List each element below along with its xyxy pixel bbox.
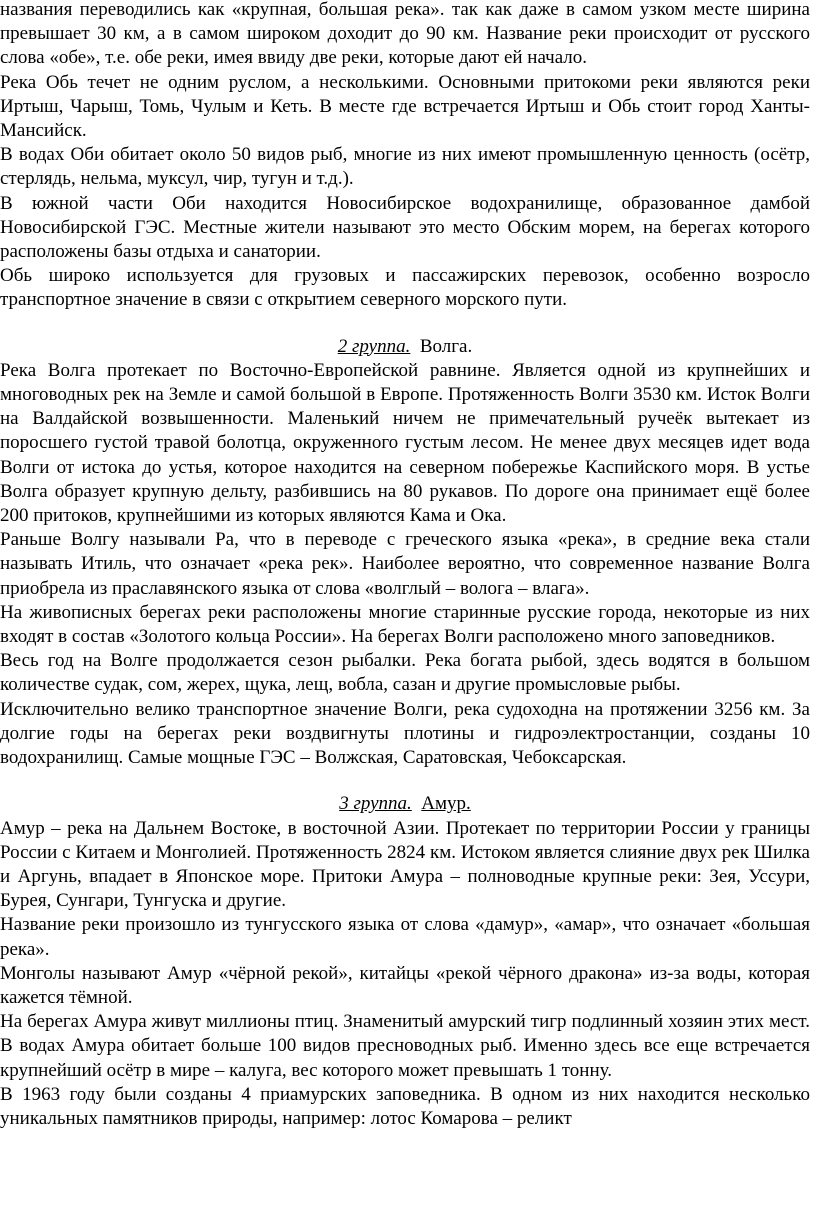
- volga-section: [0, 335, 810, 771]
- paragraph: Река Обь течет не одним руслом, а несколькими. Основными притокоми реки являются реки Иртыш, Чарыш, Томь, Чулым и Кеть. В месте где встречается Иртыш и Обь стоит город Ханты-Мансийск.: [0, 71, 810, 142]
- group-label: 3 группа.: [339, 793, 412, 815]
- paragraph: На берегах Амура живут миллионы птиц. Знаменитый амурский тигр подлинный хозяин этих мест. В водах Амура обитает больше 100 видов пресноводных рыб. Именно здесь все еще встречается крупнейший осётр в мире – калуга, вес которого может превышать 1 тонну.: [0, 1011, 810, 1081]
- paragraph: названия переводились как «крупная, большая река». так как даже в самом узком месте ширина превышает 30 км, а в самом широком доходит до 90 км. Название реки происходит от русского слова «обе», т.е. обе реки, имея ввиду две реки, которые дают ей начало.: [0, 0, 810, 69]
- group-label: 2 группа.: [337, 335, 411, 357]
- paragraph: На живописных берегах реки расположены многие старинные русские города, некоторые из них входят в состав «Золотого кольца России». На берегах Волги расположено много заповедников.: [0, 601, 810, 648]
- river-name: Амур.: [421, 793, 471, 815]
- section-heading: [0, 335, 810, 359]
- section-heading: [0, 792, 810, 816]
- paragraph: В 1963 году были созданы 4 приамурских заповедника. В одном из них находится несколько уникальных памятников природы, например: лотос Комарова – реликт: [0, 1083, 810, 1129]
- paragraph: Раньше Волгу называли Ра, что в переводе с греческого языка «река», в средние века стали называть Итиль, что означает «река рек». Наиболее вероятно, что современное название Волга приобрела из праславянского языка от слова «волглый – волога – влага».: [0, 529, 810, 599]
- paragraph: В водах Оби обитает около 50 видов рыб, многие из них имеют промышленную ценность (осётр, стерлядь, нельма, муксул, чир, тугун и т.д.).: [0, 144, 810, 190]
- paragraph: Весь год на Волге продолжается сезон рыбалки. Река богата рыбой, здесь водятся в большом количестве судак, сом, жерех, щука, лещ, вобла, сазан и другие промысловые рыбы.: [0, 650, 810, 696]
- ob-river-section: [0, 0, 810, 313]
- paragraph: Река Волга протекает по Восточно-Европейской равнине. Является одной из крупнейших и многоводных рек на Земле и самой большой в Европе. Протяженность Волги 3530 км. Исток Волги на Валдайской возвышенности. Маленький ничем не примечательный ручеёк вытекает из поросшего густой травой болотца, окруженного густым лесом. Не менее двух месяцев идет вода Волги от истока до устья, которое находится на северном побережье Каспийского моря. В устье Волга образует крупную дельту, разбившись на 80 рукавов. По дороге она принимает ещё более 200 притоков, крупнейшими из которых являются Кама и Ока.: [0, 359, 810, 527]
- paragraph: Исключительно велико транспортное значение Волги, река судоходна на протяжении 3256 км. За долгие годы на берегах реки воздвигнуты плотины и гидроэлектростанции, созданы 10 водохранилищ. Самые мощные ГЭС – Волжская, Саратовская, Чебоксарская.: [0, 698, 810, 769]
- paragraph: Амур – река на Дальнем Востоке, в восточной Азии. Протекает по территории России у границы России с Китаем и Монголией. Протяженность 2824 км. Истоком является слияние двух рек Шилка и Аргунь, впадает в Японское море. Притоки Амура – полноводные крупные реки: Зея, Уссури, Бурея, Сунгари, Тунгуска и другие.: [0, 817, 810, 912]
- paragraph: Обь широко используется для грузовых и пассажирских перевозок, особенно возросло транспортное значение в связи с открытием северного морского пути.: [0, 265, 810, 311]
- paragraph: Название реки произошло из тунгусского языка от слова «дамур», «амар», что означает «большая река».: [0, 914, 810, 960]
- paragraph: В южной части Оби находится Новосибирское водохранилище, образованное дамбой Новосибирской ГЭС. Местные жители называют это место Обским морем, на берегах которого расположены базы отдыха и санатории.: [0, 192, 810, 263]
- river-name: Волга.: [419, 335, 473, 357]
- paragraph: Монголы называют Амур «чёрной рекой», китайцы «рекой чёрного дракона» из-за воды, которая кажется тёмной.: [0, 962, 810, 1008]
- amur-section: [0, 792, 810, 1131]
